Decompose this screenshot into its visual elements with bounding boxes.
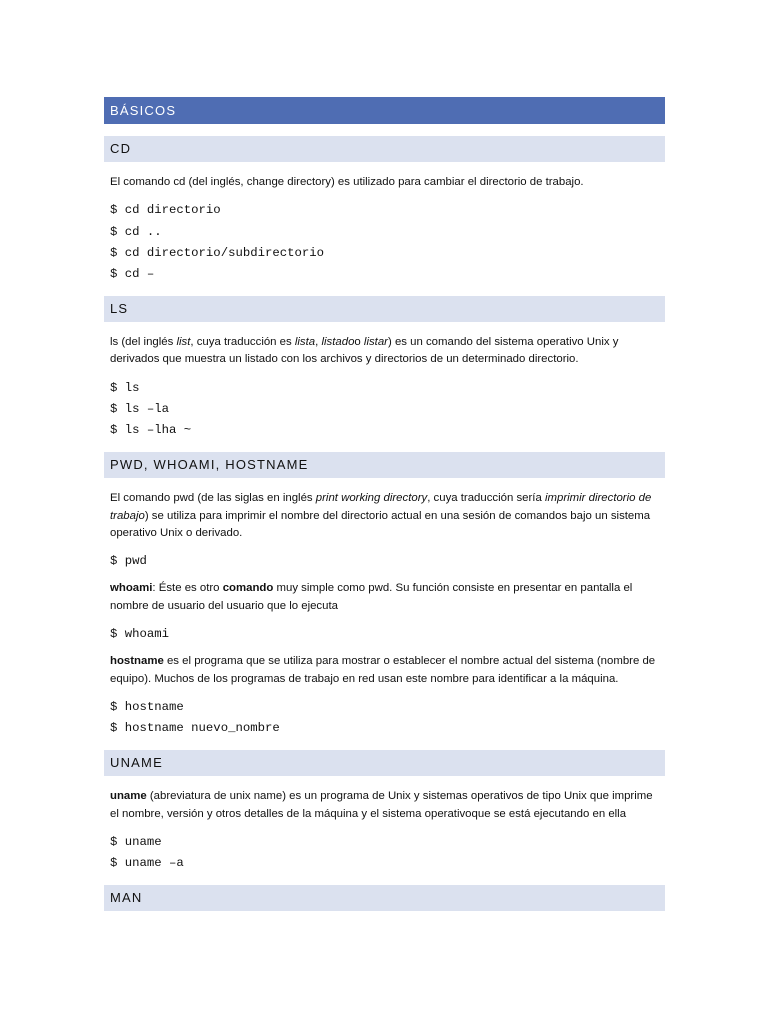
code-line: $ hostname nuevo_nombre bbox=[110, 721, 280, 735]
code-line: $ ls bbox=[110, 380, 140, 395]
section-heading-basicos: BÁSICOS bbox=[104, 97, 665, 124]
ls-code-block bbox=[104, 378, 665, 442]
code-line: $ ls –la bbox=[110, 401, 170, 416]
code-line: $ uname bbox=[110, 834, 162, 849]
code-line: $ cd directorio bbox=[110, 203, 221, 218]
cd-description: El comando cd (del inglés, change directory) es utilizado para cambiar el directorio de trabajo. bbox=[110, 176, 584, 188]
uname-description: uname (abreviatura de unix name) es un programa de Unix y sistemas operativos de tipo Unix que imprime el nombre, versión y otros detalles de la máquina y el sistema operativoque se está ejecutando en ella bbox=[110, 790, 653, 820]
subsection-heading-man: MAN bbox=[104, 885, 665, 911]
pwd-description: El comando pwd (de las siglas en inglés print working directory, cuya traducción sería imprimir directorio de trabajo) se utiliza para imprimir el nombre del directorio actual en una sesión de comandos bajo un sistema operativo Unix o derivado. bbox=[110, 492, 652, 539]
whoami-code-block bbox=[104, 624, 665, 645]
code-line: $ cd directorio/subdirectorio bbox=[110, 245, 325, 260]
subsection-heading-ls: LS bbox=[104, 296, 665, 322]
hostname-description: hostname es el programa que se utiliza para mostrar o establecer el nombre actual del sistema (nombre de equipo). Muchos de los programas de trabajo en red usan este nombre para identificar a la máquina. bbox=[110, 655, 656, 685]
whoami-description: whoami: Éste es otro comando muy simple como pwd. Su función consiste en presentar en pantalla el nombre de usuario del usuario que lo ejecuta bbox=[110, 582, 633, 612]
code-line: $ cd – bbox=[110, 266, 155, 281]
code-line: $ ls –lha ~ bbox=[110, 423, 192, 438]
pwd-code-block bbox=[104, 551, 665, 572]
subsection-heading-cd: CD bbox=[104, 136, 665, 162]
code-line: $ whoami bbox=[110, 627, 170, 641]
hostname-code-block bbox=[104, 697, 665, 739]
cd-code-block bbox=[104, 200, 665, 285]
document-page bbox=[104, 97, 665, 923]
uname-code-block bbox=[104, 832, 665, 874]
ls-description: ls (del inglés list, cuya traducción es lista, listadoo listar) es un comando del sistema operativo Unix y derivados que muestra un listado con los archivos y directorios de un determinado directorio. bbox=[110, 336, 619, 366]
code-line: $ hostname bbox=[110, 699, 184, 714]
subsection-heading-pwd: PWD, WHOAMI, HOSTNAME bbox=[104, 452, 665, 478]
code-line: $ uname –a bbox=[110, 856, 184, 870]
code-line: $ pwd bbox=[110, 554, 147, 569]
code-line: $ cd .. bbox=[110, 224, 162, 239]
subsection-heading-uname: UNAME bbox=[104, 750, 665, 776]
